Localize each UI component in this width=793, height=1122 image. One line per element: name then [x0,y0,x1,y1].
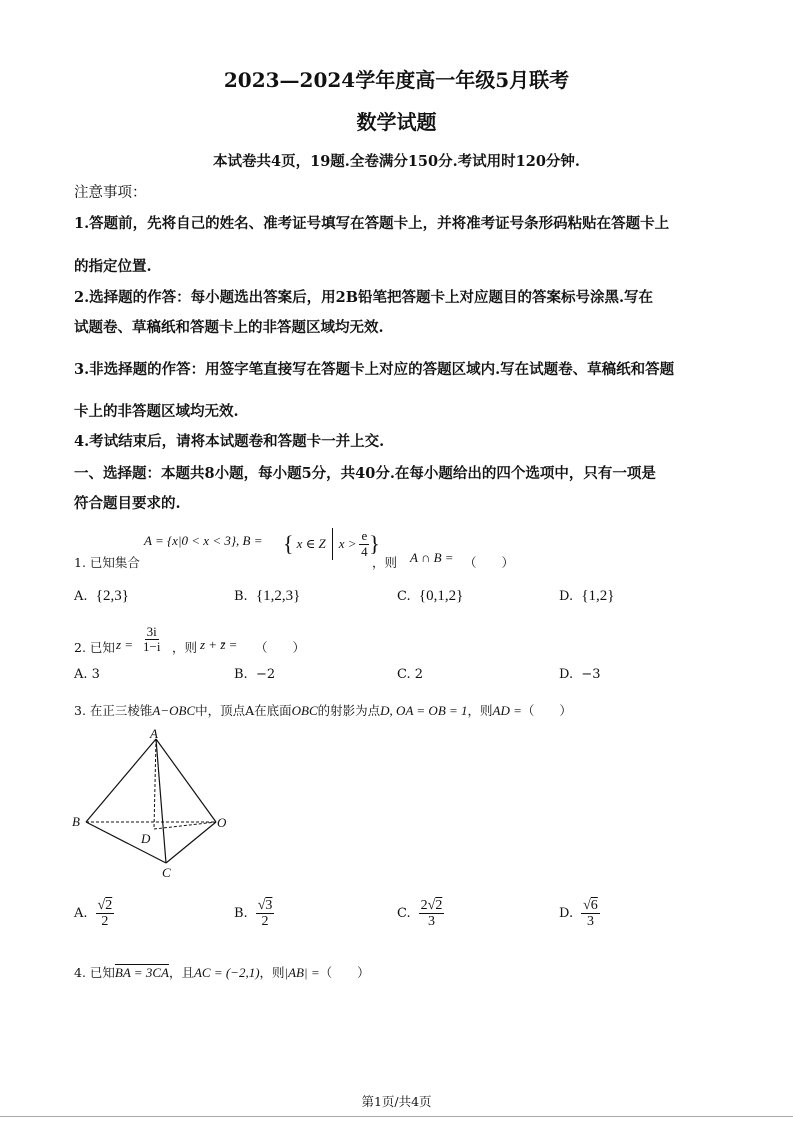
vertex-c-label: C [162,865,171,880]
q2-lhs: z = [116,637,134,652]
q1-set-a: A = {x|0 < x < 3}, B = [144,533,263,548]
notice-heading: 注意事项： [74,185,147,201]
vertex-b-label: B [72,814,80,829]
q1-option-a[interactable]: A. {2,3} [74,588,129,604]
q2-mid: ，则 [172,640,198,655]
exam-subtitle: 数学试题 [356,110,437,134]
vertex-o-label: O [217,815,227,830]
q1-frac-num: e [361,528,368,544]
notice-item-4: 4.考试结束后，请将本试题卷和答题卡一并上交. [74,433,385,450]
q1-prefix: 1. 已知集合 [74,555,140,570]
q1-option-c[interactable]: C. {0,1,2} [397,588,464,604]
section-1-line-2: 符合题目要求的. [74,495,181,512]
notice-item-2-line-1: 2.选择题的作答：每小题选出答案后，用2B铅笔把答题卡上对应题目的答案标号涂黑.写在 [74,289,654,306]
q2-option-d[interactable]: D. −3 [559,667,601,682]
exam-title: 2023—2024学年度高一年级5月联考 [223,68,570,92]
tetrahedron-figure [70,725,240,880]
q4-text: 4. 已知BA = 3CA，且AC = (−2,1)，则|AB| =（ ） [74,965,370,980]
q2-option-a[interactable]: A. 3 [74,667,100,682]
q2-option-b[interactable]: B. −2 [234,667,276,682]
page-number: 第1页/共4页 [361,1094,432,1109]
q1-set-b [283,524,380,564]
q1-frac-den: 4 [361,543,368,559]
q1-suffix: ，则 [372,555,398,570]
q2-frac-num: 3i [146,624,157,639]
q2-frac-den: 1−i [143,639,161,655]
q3-option-c[interactable]: C. $\frac{2√2}{3}$ [397,898,443,930]
notice-item-1-line-1: 1.答题前，先将自己的姓名、准考证号填写在答题卡上，并将准考证号条形码粘贴在答题卡上 [74,215,670,232]
q1-option-b[interactable]: B. {1,2,3} [234,588,301,604]
q1-set-b-left: x ∈ Z [296,536,326,551]
q1-option-d[interactable]: D. {1,2} [559,588,615,604]
q3-option-b[interactable]: B. $\frac{√3}{2}$ [234,898,273,930]
q3-text: 3. 在正三棱锥A−OBC中，顶点A在底面OBC的射影为点D, OA = OB = 1，则AD =（ ） [74,703,572,718]
q1-e-over-4 [359,529,369,559]
notice-item-3-line-1: 3.非选择题的作答：用签字笔直接写在答题卡上对应的答题区域内.写在试题卷、草稿纸和答题 [74,361,675,378]
point-d-label: D [141,831,151,846]
q1-set-b-cond: x > [338,536,357,551]
q1-ask: A ∩ B = [410,550,454,565]
q2-paren: （ ） [255,640,306,655]
q2-prefix: 2. 已知 [74,640,115,655]
section-1-line-1: 一、选择题：本题共8小题，每小题5分，共40分.在每小题给出的四个选项中，只有一项是 [74,465,656,482]
q1-paren: （ ） [464,555,515,570]
set-brace-right: } [369,531,380,556]
exam-info: 本试卷共4页，19题.全卷满分150分.考试用时120分钟. [213,153,580,170]
notice-item-2-line-2: 试题卷、草稿纸和答题卡上的非答题区域均无效. [74,319,384,336]
page-bottom-divider [0,1116,793,1117]
notice-item-3-line-2: 卡上的非答题区域均无效. [74,403,239,420]
q3-option-a[interactable]: A. $\frac{√2}{2}$ [74,898,113,930]
vertex-a-label: A [150,726,158,741]
q2-fraction [143,625,160,655]
q2-ask: z + z̄ = [200,637,238,652]
q3-option-d[interactable]: D. $\frac{√6}{3}$ [559,898,598,930]
notice-item-1-line-2: 的指定位置. [74,258,152,275]
q2-option-c[interactable]: C. 2 [397,667,424,682]
set-brace-left: { [283,531,294,556]
set-divider [332,528,333,560]
